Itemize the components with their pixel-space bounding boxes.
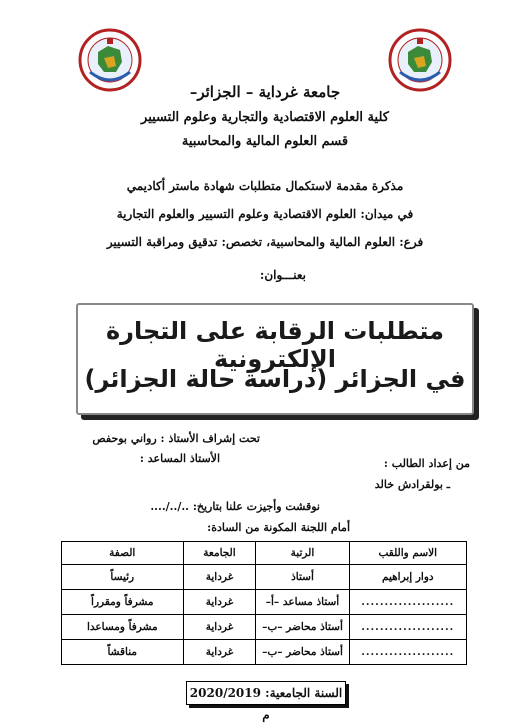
member-rank: أستاذ <box>256 565 349 590</box>
thesis-title-box <box>76 303 474 415</box>
university-name: جامعة غرداية – الجزائر– <box>189 83 341 101</box>
header-role: الصفة <box>62 542 184 565</box>
member-role: مشرفاً ومساعدا <box>62 615 184 640</box>
table-row <box>62 565 467 590</box>
jury-header-row <box>62 542 467 565</box>
student-name: ـ بولقرادش خالد <box>374 478 450 491</box>
header-university: الجامعة <box>183 542 256 565</box>
member-name: .................... <box>349 590 466 615</box>
member-role: مناقشاً <box>62 640 184 665</box>
department-name: قسم العلوم المالية والمحاسبية <box>181 134 349 149</box>
member-role: مشرفاً ومقرراً <box>62 590 184 615</box>
header-rank: الرتبة <box>256 542 349 565</box>
member-role: رئيساً <box>62 565 184 590</box>
memo-intro: مذكرة مقدمة لاستكمال متطلبات شهادة ماستر أكاديمي <box>126 179 404 193</box>
assistant-professor: الأستاذ المساعد : <box>139 452 220 465</box>
title-label: بعنـــوان: <box>259 268 306 282</box>
academic-year: السنة الجامعية: 2020/2019 م <box>186 681 346 705</box>
member-rank: أستاذ مساعد –أ– <box>256 590 349 615</box>
faculty-name: كلية العلوم الاقتصادية والتجارية وعلوم التسيير <box>141 110 389 125</box>
member-university: غرداية <box>183 615 256 640</box>
member-rank: أستاذ محاضر –ب– <box>256 640 349 665</box>
member-name: دوار إبراهيم <box>349 565 466 590</box>
table-row <box>62 590 467 615</box>
thesis-title-line2: في الجزائر (دراسة حالة الجزائر) <box>84 365 466 393</box>
supervisor: تحت إشراف الأستاذ : رواني بوحفص <box>92 432 260 445</box>
table-row <box>62 640 467 665</box>
memo-branch: فرع: العلوم المالية والمحاسبية، تخصص: تدقيق ومراقبة التسيير <box>106 235 424 249</box>
table-row <box>62 615 467 640</box>
thesis-title-line1: متطلبات الرقابة على التجارة الإلكترونية <box>105 317 445 373</box>
member-name: .................... <box>349 615 466 640</box>
prepared-by: من إعداد الطالب : <box>383 457 470 470</box>
member-university: غرداية <box>183 590 256 615</box>
member-university: غرداية <box>183 565 256 590</box>
header-name: الاسم واللقب <box>349 542 466 565</box>
member-name: .................... <box>349 640 466 665</box>
member-university: غرداية <box>183 640 256 665</box>
jury-table <box>61 541 467 665</box>
memo-field: في ميدان: العلوم الاقتصادية وعلوم التسيير والعلوم التجارية <box>116 207 414 221</box>
defense-date: نوقشت وأجيزت علنا بتاريخ: ../../.... <box>150 500 320 513</box>
committee-label: أمام اللجنة المكونة من السادة: <box>207 521 350 534</box>
member-rank: أستاذ محاضر –ب– <box>256 615 349 640</box>
